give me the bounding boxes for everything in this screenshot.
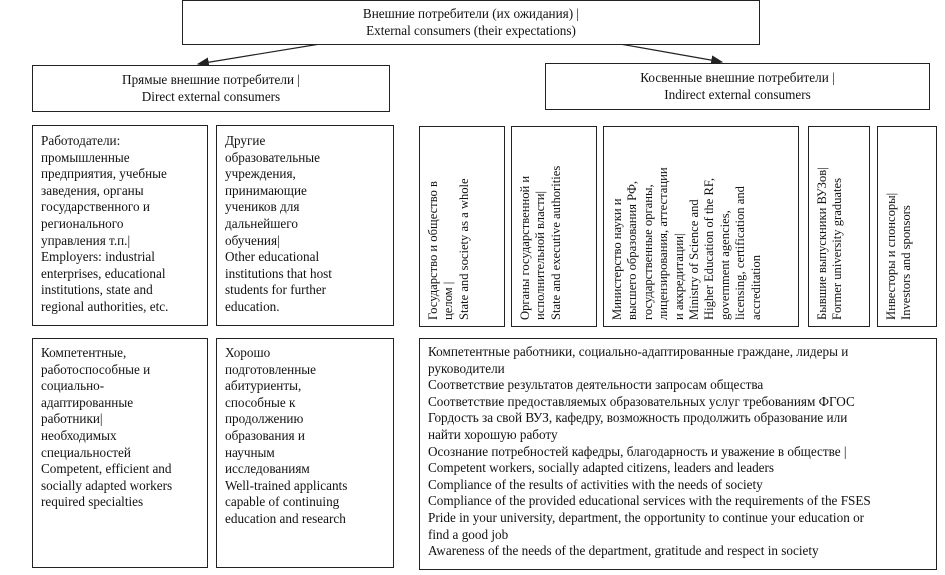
applicants-line: исследованиям <box>225 461 310 477</box>
ministry-box <box>603 126 799 327</box>
employers-box <box>32 125 208 326</box>
graduates-line: Бывшие выпускники ВУЗов| <box>815 167 829 320</box>
other-institutions-line: students for further <box>225 282 327 298</box>
state-society-text <box>426 131 472 320</box>
state-society-line: целом | <box>441 281 456 320</box>
root-title-ru: Внешние потребители (их ожидания) | <box>362 6 580 21</box>
expectation-line: Соответствие результатов деятельности запросам общества <box>428 377 764 393</box>
other-institutions-line: образовательные <box>225 149 321 165</box>
ministry-line: government agencies, <box>717 210 732 320</box>
expectation-line: Compliance of the provided educational services with the requirements of the FSES <box>428 493 871 509</box>
state-society-line: Государство и общество в <box>426 181 440 320</box>
applicants-line: Хорошо <box>225 345 271 360</box>
competent-workers-line: специальностей <box>41 444 131 460</box>
employers-line: заведения, органы <box>41 182 144 198</box>
competent-workers-line: Компетентные, <box>41 345 127 360</box>
authorities-line: Органы государственной и <box>518 175 532 320</box>
graduates-line: Former university graduates <box>830 178 845 320</box>
expectation-line: руководители <box>428 360 505 376</box>
ministry-text <box>610 131 764 320</box>
authorities-line: исполнительной власти| <box>533 190 548 320</box>
applicants-line: способные к <box>225 394 296 410</box>
applicants-line: абитуриенты, <box>225 378 302 394</box>
expectation-line: Awareness of the needs of the department, gratitude and respect in society <box>428 543 819 559</box>
competent-workers-line: socially adapted workers <box>41 477 173 493</box>
expectation-line: Компетентные работники, социально-адаптированные граждане, лидеры и <box>428 344 849 359</box>
ministry-line: высшего образования РФ, <box>625 180 640 320</box>
applicants-line: capable of continuing <box>225 494 340 510</box>
expectation-line: Compliance of the results of activities with the needs of society <box>428 476 763 492</box>
employers-line: государственного и <box>41 199 150 215</box>
expectation-line: Осознание потребностей кафедры, благодарность и уважение в обществе | <box>428 443 847 459</box>
direct-title-ru: Прямые внешние потребители | <box>122 72 300 87</box>
other-institutions-line: обучения| <box>225 232 280 248</box>
indirect-title-ru: Косвенные внешние потребители | <box>640 70 835 85</box>
other-institutions-line: Другие <box>225 133 266 148</box>
other-institutions-line: institutions that host <box>225 265 332 281</box>
graduates-box <box>808 126 870 327</box>
competent-workers-line: необходимых <box>41 427 117 443</box>
competent-workers-line: адаптированные <box>41 394 134 410</box>
employers-line: Работодатели: <box>41 133 121 148</box>
state-society-box <box>419 126 505 327</box>
competent-workers-line: required specialties <box>41 494 144 510</box>
authorities-line: State and executive authorities <box>548 165 563 320</box>
indirect-consumers-box <box>545 63 930 110</box>
ministry-line: и аккредитации| <box>671 233 686 320</box>
employers-line: предприятия, учебные <box>41 166 167 182</box>
ministry-line: Ministry of Science and <box>687 199 702 320</box>
applicants-line: продолжению <box>225 411 304 427</box>
expectation-line: Competent workers, socially adapted citizens, leaders and leaders <box>428 460 775 476</box>
arrow-to-direct <box>198 44 320 64</box>
applicants-line: образования и <box>225 427 305 443</box>
ministry-line: accreditation <box>748 254 763 320</box>
ministry-line: Министерство науки и <box>610 198 624 320</box>
expectation-line: Гордость за свой ВУЗ, кафедру, возможность продолжить образование или <box>428 410 848 426</box>
applicants-box <box>216 338 394 568</box>
state-society-line: State and society as a whole <box>456 178 471 320</box>
authorities-box <box>511 126 597 327</box>
employers-line: промышленные <box>41 149 130 165</box>
applicants-line: education and research <box>225 510 346 526</box>
direct-title-en: Direct external consumers <box>141 88 281 104</box>
ministry-line: государственные органы, <box>640 184 655 320</box>
indirect-title-en: Indirect external consumers <box>664 86 811 102</box>
other-institutions-line: education. <box>225 298 280 314</box>
graduates-text <box>815 131 846 320</box>
expectation-line: find a good job <box>428 526 509 542</box>
applicants-line: научным <box>225 444 275 460</box>
authorities-text <box>518 131 564 320</box>
competent-workers-line: Competent, efficient and <box>41 461 172 477</box>
arrow-to-indirect <box>620 44 722 62</box>
other-institutions-box <box>216 125 394 326</box>
expectation-line: Pride in your university, department, the opportunity to continue your education or <box>428 509 865 525</box>
expectation-line: Соответствие предоставляемых образовательных услуг требованиям ФГОС <box>428 393 855 409</box>
competent-workers-line: работоспособные и <box>41 361 151 377</box>
applicants-line: подготовленные <box>225 361 316 377</box>
investors-text <box>884 131 915 320</box>
employers-line: enterprises, educational <box>41 265 166 281</box>
direct-consumers-box <box>32 65 390 112</box>
ministry-line: Higher Education of the RF, <box>702 177 717 320</box>
investors-line: Инвесторы и спонсоры| <box>884 192 898 320</box>
other-institutions-line: Other educational <box>225 249 320 265</box>
investors-line: Investors and sponsors <box>899 205 914 320</box>
employers-line: управления т.п.| <box>41 232 131 248</box>
root-node-box <box>182 0 760 45</box>
other-institutions-line: учреждения, <box>225 166 296 182</box>
employers-line: Employers: industrial <box>41 249 155 265</box>
competent-workers-line: работники| <box>41 411 103 427</box>
employers-line: institutions, state and <box>41 282 153 298</box>
employers-line: регионального <box>41 215 124 231</box>
other-institutions-line: дальнейшего <box>225 215 298 231</box>
investors-box <box>877 126 937 327</box>
other-institutions-line: учеников для <box>225 199 300 215</box>
applicants-line: Well-trained applicants <box>225 477 348 493</box>
indirect-expectations-box <box>419 338 937 570</box>
ministry-line: licensing, certification and <box>733 186 748 320</box>
employers-line: regional authorities, etc. <box>41 298 169 314</box>
other-institutions-line: принимающие <box>225 182 307 198</box>
competent-workers-line: социально- <box>41 378 105 394</box>
ministry-line: лицензирования, аттестации <box>656 167 671 320</box>
expectation-line: найти хорошую работу <box>428 426 558 442</box>
root-title-en: External consumers (their expectations) <box>366 22 576 38</box>
competent-workers-box <box>32 338 208 568</box>
